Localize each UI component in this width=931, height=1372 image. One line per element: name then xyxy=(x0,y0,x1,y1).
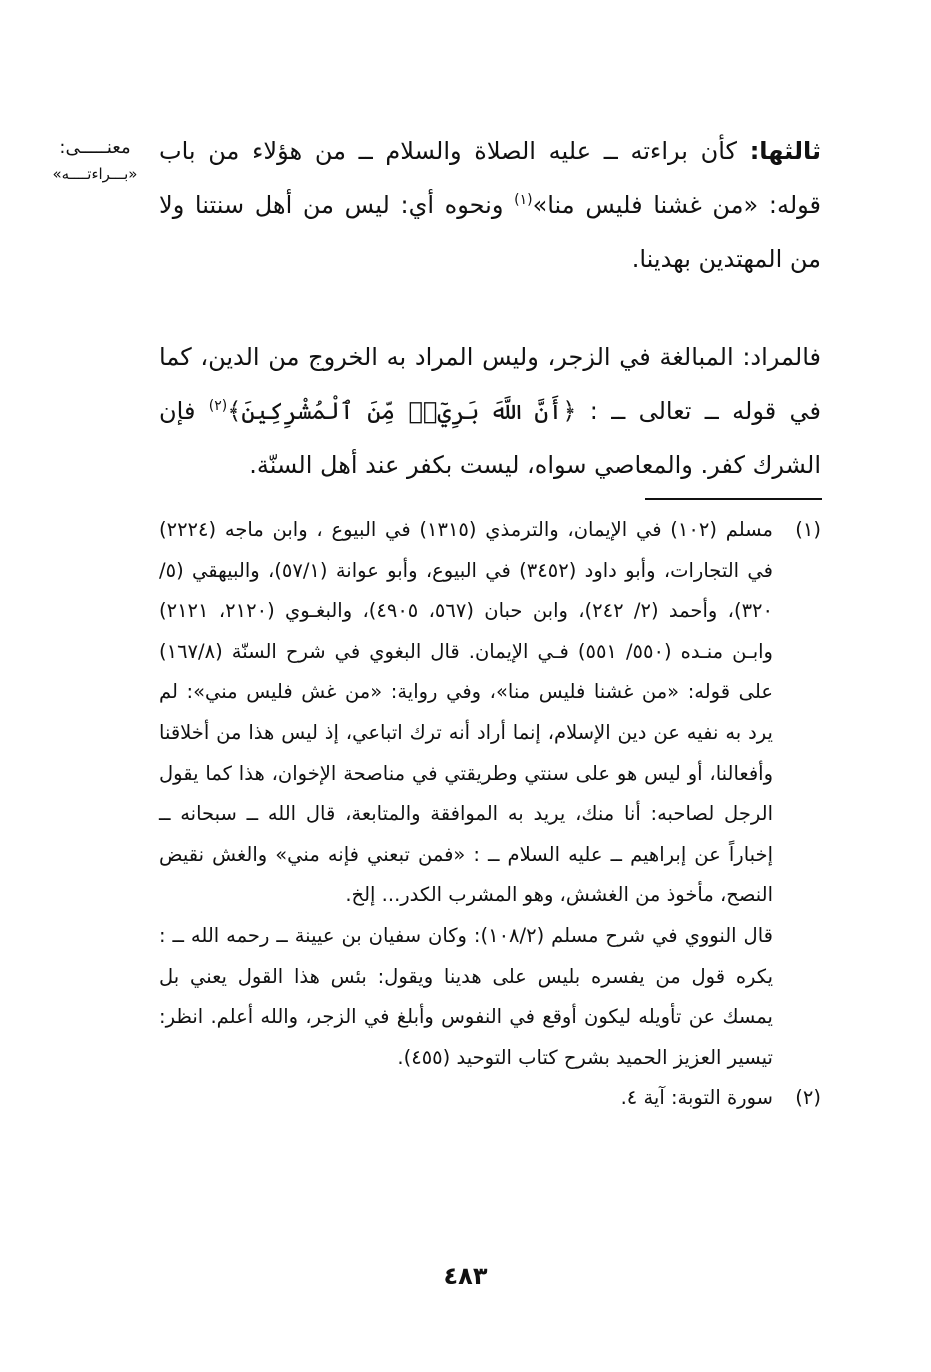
paragraph-1-text: كأن براءته ــ عليه الصلاة والسلام ــ من هؤلاء من باب قوله: «من غشنا فليس منا» xyxy=(159,137,822,219)
margin-note-line1: معنـــــى: xyxy=(59,137,131,158)
footnote-1-text-continued: قال النووي في شرح مسلم (١٠٨/٢): وكان سفيان بن عيينة ــ رحمه الله ــ : يكره قول من يفسره بليس على هدينا ويقول: بئس هذا القول يعني بل يمسك عن تأويله ليكون أوقع في النفوس وأبلغ في الزجر، والله أعلم. انظر: تيسير العزيز الحميد بشرح كتاب التوحيد (٤٥٥). xyxy=(159,923,773,1069)
footnote-2 xyxy=(159,1078,821,1119)
margin-note xyxy=(40,135,150,187)
paragraph-1-lead: ثالثها: xyxy=(749,137,821,165)
footnote-number: (١) xyxy=(795,518,821,541)
footnote-1 xyxy=(159,510,821,1078)
footnote-ref-2[interactable]: (٢) xyxy=(208,398,228,414)
paragraph-1-text-end: ونحوه أي: ليس من أهل سنتنا ولا من المهتدين بهدينا. xyxy=(159,191,821,273)
paragraph-2-text: فالمراد: المبالغة في الزجر، وليس المراد به الخروج من الدين، كما في قوله ــ تعالى ــ : xyxy=(159,343,821,425)
paragraph-2-text-end: فإن الشرك كفر. والمعاصي سواه، ليست بكفر عند أهل السنّة. xyxy=(159,397,821,479)
footnote-ref-1[interactable]: (١) xyxy=(514,192,533,208)
paragraph-1 xyxy=(159,124,821,286)
footnotes xyxy=(159,510,821,1119)
footnote-number: (٢) xyxy=(795,1086,821,1110)
footnote-1-text: مسلم (١٠٢) في الإيمان، والترمذي (١٣١٥) في البيوع ، وابن ماجه (٢٢٢٤) في التجارات، وأبو داود (٣٤٥٢) في البيوع، وأبو عوانة (٥٧/١)، والبيهقي (٥/ ٣٢٠)، وأحمد (٢/ ٢٤٢)، وابن حبان (٥٦٧، ٤٩٠٥)، والبغـوي (٢١٢٠، ٢١٢١) وابـن منـده (٥٥٠/ ٥٥١) فـي الإيمان. قال البغوي في شرح السنّة (١٦٧/٨) على قوله: «من غشنا فليس منا»، وفي رواية: «من غش فليس مني»: لم يرد به نفيه عن دين الإسلام، إنما أراد أنه ترك اتباعي، إذ ليس هذا من أخلاقنا وأفعالنا، أو ليس هو على سنتي وطريقتي في مناصحة الإخوان، هذا كما يقول الرجل لصاحبه: أنا منك، يريد به الموافقة والمتابعة، قال الله ــ سبحانه ــ إخباراً عن إبراهيم ــ عليه السلام ــ : «فمن تبعني فإنه مني» والغش نقيض النصح، مأخوذ من الغشش، وهو المشرب الكدر... إلخ. xyxy=(159,518,773,907)
margin-note-line2: «بـــراءتــــه» xyxy=(52,165,138,183)
footnote-2-text: سورة التوبة: آية ٤. xyxy=(620,1086,773,1110)
page-number: ٤٨٣ xyxy=(443,1262,488,1290)
paragraph-2 xyxy=(159,330,821,492)
quran-verse: ﴿أَنَّ اللَّهَ بَرِيٓءٞ مِّنَ ٱلْمُشْرِكِينَ﴾ xyxy=(227,397,577,425)
footnote-separator xyxy=(645,498,822,500)
